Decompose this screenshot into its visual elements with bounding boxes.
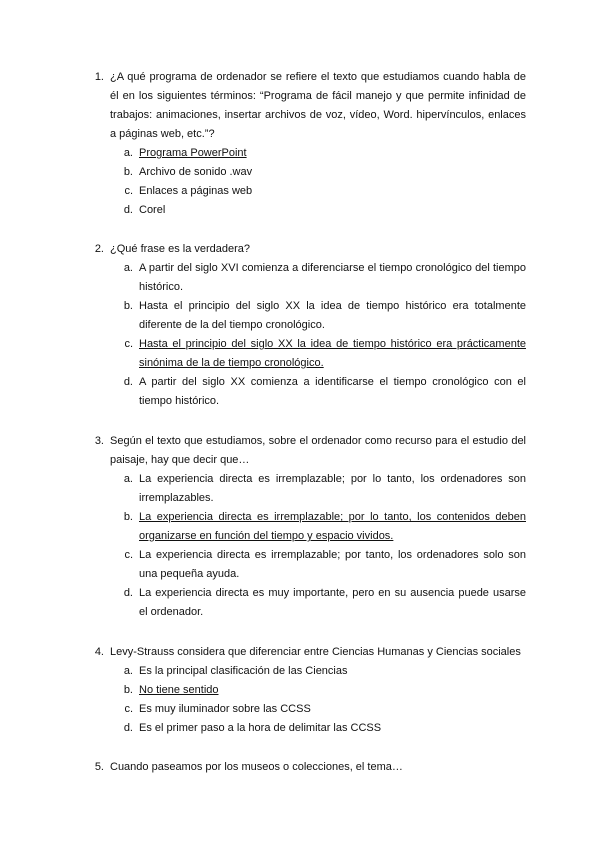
option-letter: a. (123, 665, 133, 677)
question-number: 2. (94, 243, 104, 255)
question-text: Según el texto que estudiamos, sobre el ordenador como recurso para el estudio del paisaje, hay que decir que… (110, 435, 526, 466)
question-2 (0, 240, 600, 411)
option-text-correct: No tiene sentido (139, 684, 219, 696)
option-text-correct: La experiencia directa es irremplazable; por lo tanto, los contenidos deben organizarse en función del tiempo y espacio vividos. (139, 511, 526, 542)
option-d (0, 373, 600, 411)
question-text: Cuando paseamos por los museos o colecciones, el tema… (110, 761, 403, 773)
option-b (0, 163, 600, 182)
option-text: La experiencia directa es muy importante, pero en su ausencia puede usarse el ordenador. (139, 587, 526, 618)
option-text: Es el primer paso a la hora de delimitar las CCSS (139, 722, 382, 734)
question-1 (0, 68, 600, 220)
option-a (0, 144, 600, 163)
option-text: Es la principal clasificación de las Ciencias (139, 665, 348, 677)
option-text: La experiencia directa es irremplazable; por tanto, los ordenadores solo son una pequeña ayuda. (139, 549, 526, 580)
option-c (0, 182, 600, 201)
answer-options (0, 144, 600, 220)
option-a (0, 470, 600, 508)
answer-options (0, 470, 600, 622)
option-letter: b. (123, 511, 133, 523)
question-text: Levy-Strauss considera que diferenciar entre Ciencias Humanas y Ciencias sociales (110, 646, 521, 658)
option-text: Enlaces a páginas web (139, 185, 253, 197)
option-letter: c. (124, 185, 133, 197)
option-text: Corel (139, 204, 166, 216)
question-text: ¿A qué programa de ordenador se refiere el texto que estudiamos cuando habla de él en los siguientes términos: “Programa de fácil manejo y que permite infinidad de trabajos: animaciones, insertar archivos de voz, vídeo, Word. hipervínculos, enlaces a páginas web, etc.”? (110, 71, 526, 140)
answer-options (0, 662, 600, 738)
option-letter: b. (123, 300, 133, 312)
option-d (0, 201, 600, 220)
option-b (0, 508, 600, 546)
option-d (0, 719, 600, 738)
option-letter: a. (123, 262, 133, 274)
option-b (0, 297, 600, 335)
option-letter: c. (124, 338, 133, 350)
option-letter: d. (123, 204, 133, 216)
option-b (0, 681, 600, 700)
option-text-correct: Hasta el principio del siglo XX la idea de tiempo histórico era prácticamente sinónima de la de tiempo cronológico. (139, 338, 526, 369)
option-text: A partir del siglo XX comienza a identificarse el tiempo cronológico con el tiempo histórico. (139, 376, 526, 407)
option-c (0, 546, 600, 584)
option-text: A partir del siglo XVI comienza a diferenciarse el tiempo cronológico del tiempo histórico. (139, 262, 526, 293)
option-text-correct: Programa PowerPoint (139, 147, 247, 159)
option-a (0, 662, 600, 681)
option-letter: d. (123, 376, 133, 388)
option-letter: c. (124, 549, 133, 561)
question-5 (0, 758, 600, 777)
option-letter: c. (124, 703, 133, 715)
question-number: 1. (94, 71, 104, 83)
question-number: 3. (94, 435, 104, 447)
option-text: Archivo de sonido .wav (139, 166, 253, 178)
option-d (0, 584, 600, 622)
answer-options (0, 259, 600, 411)
option-text: La experiencia directa es irremplazable; por lo tanto, los ordenadores son irremplazables. (139, 473, 526, 504)
question-4 (0, 643, 600, 738)
question-number: 4. (94, 646, 104, 658)
option-text: Es muy iluminador sobre las CCSS (139, 703, 311, 715)
option-letter: d. (123, 722, 133, 734)
question-number: 5. (94, 761, 104, 773)
question-3 (0, 432, 600, 622)
option-letter: a. (123, 147, 133, 159)
option-letter: b. (123, 166, 133, 178)
option-c (0, 700, 600, 719)
option-letter: d. (123, 587, 133, 599)
question-text: ¿Qué frase es la verdadera? (110, 243, 251, 255)
option-a (0, 259, 600, 297)
option-text: Hasta el principio del siglo XX la idea de tiempo histórico era totalmente diferente de la del tiempo cronológico. (139, 300, 526, 331)
option-letter: b. (123, 684, 133, 696)
option-c (0, 335, 600, 373)
option-letter: a. (123, 473, 133, 485)
